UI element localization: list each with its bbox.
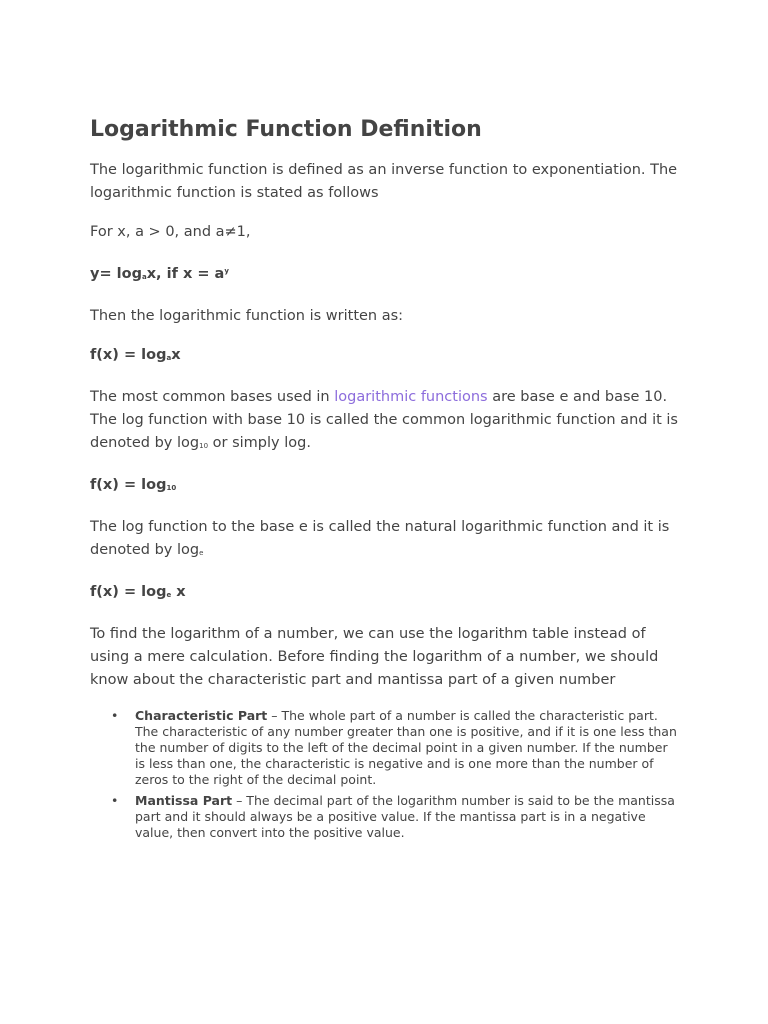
- formula-subscript: a: [166, 354, 172, 362]
- formula-log-function: [90, 344, 678, 370]
- list-item: [111, 793, 678, 841]
- formula-text: x: [171, 584, 186, 600]
- list-item: [111, 708, 678, 788]
- formula-text: f(x) = log: [90, 347, 167, 363]
- formula-text: x: [171, 347, 181, 363]
- paragraph-subscript: 10: [199, 442, 209, 450]
- list-item-term: Characteristic Part: [135, 708, 268, 723]
- list-item-text: – The whole part of a number is called the characteristic part. The characteristic of any number greater than one is positive, and if it is one less than the number of digits to the left of the decimal point in a given number. If the number is less than one, the characteristic is negative and is one more than the number of zeros to the right of the decimal point.: [135, 708, 677, 787]
- common-bases-paragraph: [90, 386, 678, 458]
- formula-subscript: a: [141, 273, 147, 281]
- formula-subscript: e: [166, 591, 172, 599]
- formula-text: x, if x = a: [146, 266, 225, 282]
- paragraph-text: or simply log.: [208, 435, 311, 451]
- then-paragraph: Then the logarithmic function is written as:: [90, 308, 404, 324]
- paragraph-text: are base e and base 10. The log function with base 10 is called the common logarithmic function and it is denoted by log: [90, 389, 678, 451]
- page-title: Logarithmic Function Definition: [90, 117, 482, 142]
- formula-text: y= log: [90, 266, 142, 282]
- condition-paragraph: For x, a > 0, and a≠1,: [90, 224, 251, 240]
- formula-natural-log: [90, 581, 678, 607]
- list-item-text: – The decimal part of the logarithm number is said to be the mantissa part and it should always be a positive value. If the mantissa part is in a negative value, then convert into the positive value.: [135, 793, 675, 840]
- paragraph-text: The most common bases used in: [90, 389, 335, 405]
- formula-text: f(x) = log: [90, 477, 167, 493]
- list-item-term: Mantissa Part: [135, 793, 233, 808]
- formula-superscript: y: [224, 267, 229, 275]
- parts-list: [90, 708, 678, 841]
- formula-inverse-definition: [90, 260, 678, 289]
- natural-log-paragraph: [90, 516, 678, 565]
- find-logarithm-paragraph: To find the logarithm of a number, we can use the logarithm table instead of using a mere calculation. Before finding the logarithm of a number, we should know about the characteristic part and mantissa part of a given number: [90, 626, 659, 688]
- paragraph-subscript: e: [199, 549, 204, 557]
- logarithmic-functions-link[interactable]: logarithmic functions: [334, 389, 488, 405]
- formula-common-log: [90, 474, 678, 500]
- paragraph-text: The log function to the base e is called the natural logarithmic function and it is denoted by log: [90, 519, 670, 558]
- bullet-icon: •: [111, 708, 119, 723]
- bullet-icon: •: [111, 793, 119, 808]
- formula-subscript: 10: [166, 484, 177, 492]
- intro-paragraph: The logarithmic function is defined as an inverse function to exponentiation. The logarithmic function is stated as follows: [90, 162, 678, 201]
- formula-text: f(x) = log: [90, 584, 167, 600]
